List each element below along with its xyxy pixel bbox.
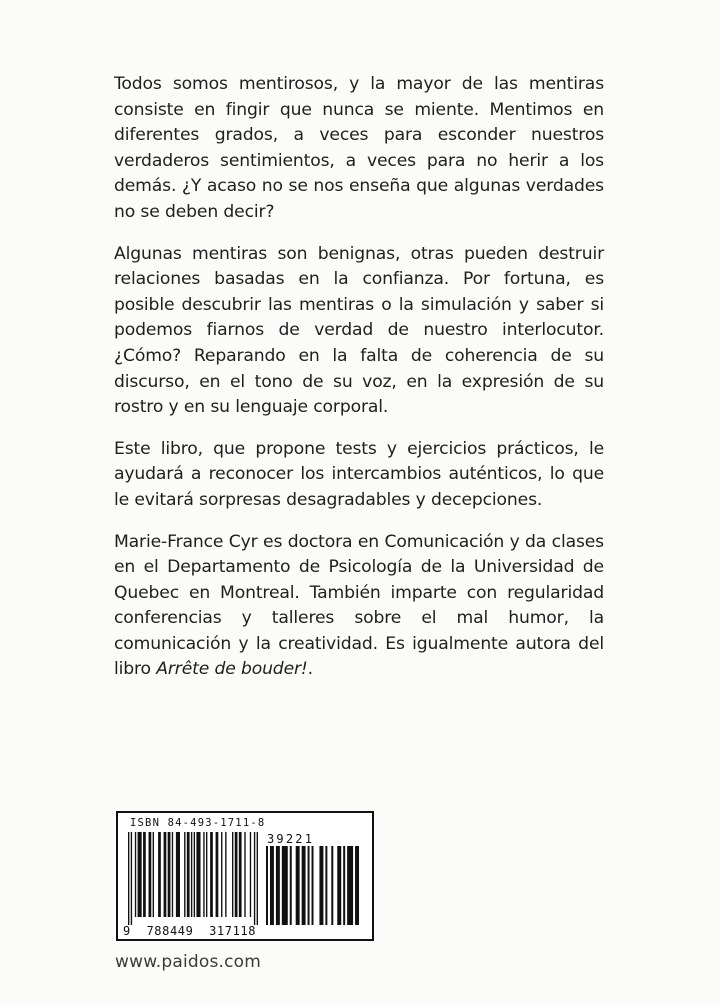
barcode-bar [347, 846, 353, 925]
ean-first-digit: 9 [123, 924, 131, 938]
addon-digits: 39221 [267, 832, 315, 846]
barcode-bar [216, 832, 219, 917]
blurb-text [114, 72, 604, 699]
ean-right-digits: 317118 [209, 924, 257, 938]
ean-digits [123, 924, 256, 938]
barcode-bar [355, 846, 359, 925]
barcode-bar [138, 832, 142, 917]
barcode-addon-bars [266, 846, 361, 925]
barcode-bar [176, 832, 180, 917]
barcode-bar [290, 846, 292, 925]
barcode-bar [149, 832, 152, 917]
barcode-bar [172, 832, 173, 917]
paragraph-2: Algunas mentiras son benignas, otras pueden destruir relaciones basadas en la confianza. Por fortuna, es posible descubrir las mentiras o la simulación y saber si podemos fiarnos de verdad de nuestro interlocutor. ¿Cómo? Reparando en la falta de coherencia de su discurso, en el tono de su voz, en la expresión de su rostro y en su lenguaje corporal. [114, 243, 604, 418]
isbn-label: ISBN 84-493-1711-8 [130, 817, 266, 829]
barcode-bar [203, 832, 204, 917]
barcode-bar [206, 832, 207, 917]
barcode-bar [196, 832, 200, 917]
barcode-bar [257, 832, 258, 925]
author-bio [114, 530, 604, 684]
barcode-bar [250, 832, 251, 917]
barcode [116, 811, 374, 941]
barcode-bar [194, 832, 195, 917]
barcode-bar [158, 832, 161, 917]
barcode-bar [221, 832, 222, 917]
publisher-website: www.paidos.com [115, 952, 262, 972]
barcode-bar [266, 846, 268, 925]
barcode-bar [296, 846, 300, 925]
barcode-bar [337, 846, 341, 925]
barcode-bar [319, 846, 323, 925]
ean-left-digits: 788449 [146, 924, 194, 938]
barcode-bar [164, 832, 167, 917]
barcode-bar [191, 832, 192, 917]
barcode-bar [343, 846, 345, 925]
barcode-bar [184, 832, 185, 917]
barcode-bar [244, 832, 245, 917]
barcode-bar [270, 846, 274, 925]
barcode-bar [235, 832, 238, 917]
paragraph-1: Todos somos mentirosos, y la mayor de las mentiras consiste en fingir que nunca se miente. Mentimos en diferentes grados, a veces para esconder nuestros verdaderos sentimientos, a veces para no herir a los demás. ¿Y acaso no se nos enseña que algunas verdades no se deben decir? [114, 74, 604, 222]
barcode-bar [128, 832, 129, 925]
barcode-bar [143, 832, 146, 917]
barcode-main-bars [128, 832, 258, 925]
barcode-bar [232, 832, 233, 917]
paragraph-3: Este libro, que propone tests y ejercicios prácticos, le ayudará a reconocer los intercambios auténticos, lo que le evitará sorpresas desagradables y decepciones. [114, 438, 604, 510]
barcode-bar [331, 846, 333, 925]
barcode-bar [282, 846, 288, 925]
author-bio-ending: . [307, 659, 313, 680]
barcode-bar [210, 832, 213, 917]
book-title: Arrête de bouder! [156, 659, 308, 680]
barcode-bar [168, 832, 171, 917]
barcode-bar [153, 832, 154, 917]
author-bio-text: Marie-France Cyr es doctora en Comunicación y da clases en el Departamento de Psicología de la Universidad de Quebec en Montreal. También imparte con regularidad conferencias y talleres sobre el mal humor, la comunicación y la creatividad. Es igualmente autora del libro [114, 531, 604, 680]
barcode-bar [225, 832, 226, 917]
barcode-bar [239, 832, 242, 917]
barcode-bar [135, 832, 136, 917]
barcode-bar [254, 832, 255, 925]
barcode-bar [276, 846, 280, 925]
barcode-bar [325, 846, 327, 925]
barcode-bar [312, 846, 314, 925]
barcode-bar [131, 832, 132, 925]
barcode-bar [187, 832, 190, 917]
barcode-bar [308, 846, 310, 925]
barcode-bar [302, 846, 306, 925]
